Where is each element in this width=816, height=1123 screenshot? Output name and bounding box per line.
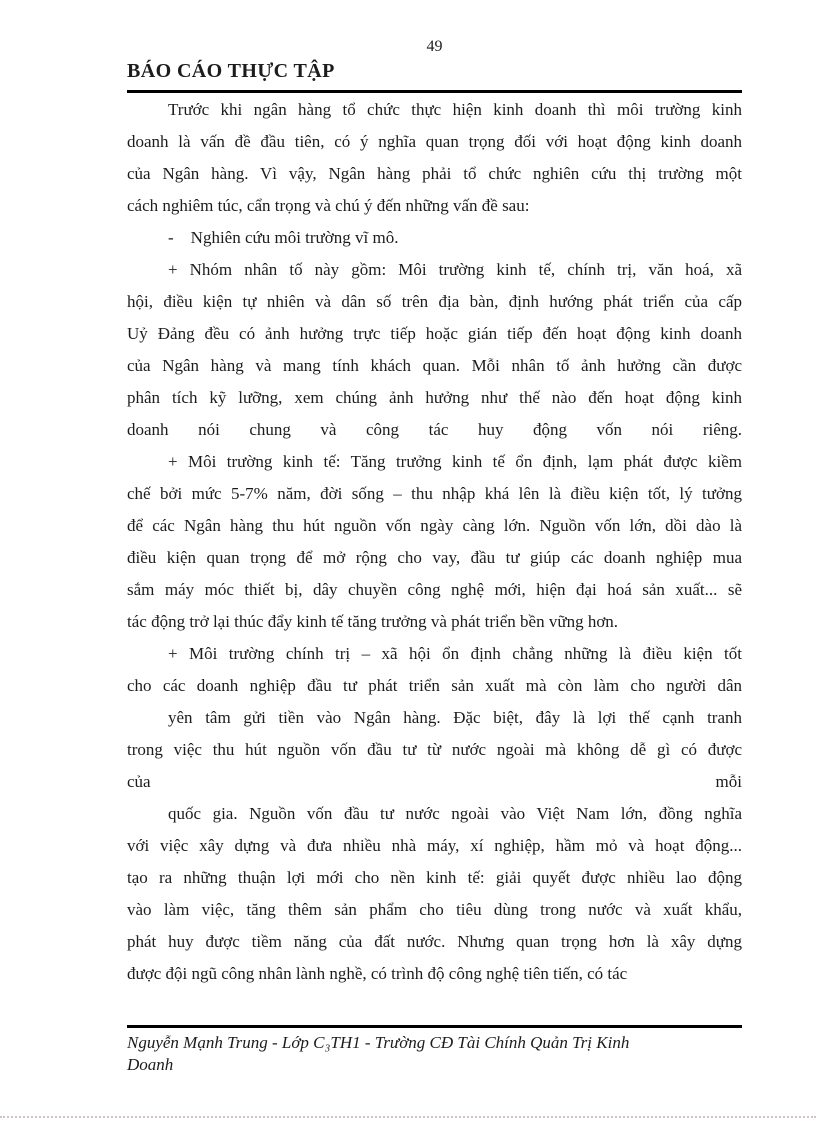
running-header-title: BÁO CÁO THỰC TẬP: [127, 60, 335, 82]
text-line: tạo ra những thuận lợi mới cho nền kinh tế: giải quyết được nhiều lao động: [127, 868, 742, 887]
text-line: vào làm việc, tăng thêm sản phẩm cho tiêu dùng trong nước và xuất khẩu,: [127, 900, 742, 919]
text-line: - Nghiên cứu môi trường vĩ mô.: [168, 228, 399, 247]
text-line: + Nhóm nhân tố này gồm: Môi trường kinh tế, chính trị, văn hoá, xã: [168, 260, 742, 279]
text-line: phát huy được tiềm năng của đất nước. Nhưng quan trọng hơn là xây dựng: [127, 932, 742, 951]
text-line: + Môi trường chính trị – xã hội ổn định chẳng những là điều kiện tốt: [168, 644, 742, 663]
text-line: của Ngân hàng và mang tính khách quan. Mỗi nhân tố ảnh hưởng cần được: [127, 356, 742, 375]
header-rule: [127, 90, 742, 93]
text-line: Trước khi ngân hàng tổ chức thực hiện kinh doanh thì môi trường kinh: [168, 100, 742, 119]
text-line: tác động trở lại thúc đẩy kinh tế tăng trưởng và phát triển bền vững hơn.: [127, 612, 619, 631]
text-line: sắm máy móc thiết bị, dây chuyền công nghệ mới, hiện đại hoá sản xuất... sẽ: [127, 580, 742, 599]
text-line: cho các doanh nghiệp đầu tư phát triển sản xuất mà còn làm cho người dân: [127, 676, 742, 695]
text-line: yên tâm gửi tiền vào Ngân hàng. Đặc biệt, đây là lợi thế cạnh tranh: [168, 708, 742, 727]
text-line: trong việc thu hút nguồn vốn đầu tư từ nước ngoài mà không dễ gì có được: [127, 740, 742, 759]
text-line: của Ngân hàng. Vì vậy, Ngân hàng phải tổ chức nghiên cứu thị trường một: [127, 164, 742, 183]
text-line: của mỗi: [127, 772, 742, 791]
text-line: với việc xây dựng và đưa nhiều nhà máy, xí nghiệp, hầm mỏ và hoạt động...: [127, 836, 742, 855]
footer: [127, 1032, 742, 1076]
text-line: doanh nói chung và công tác huy động vốn nói riêng.: [127, 420, 742, 439]
text-line: quốc gia. Nguồn vốn đầu tư nước ngoài vào Việt Nam lớn, đồng nghĩa: [168, 804, 742, 823]
text-line: phân tích kỹ lưỡng, xem chúng ảnh hưởng như thế nào đến hoạt động kinh: [127, 388, 742, 407]
text-line: Uỷ Đảng đều có ảnh hưởng trực tiếp hoặc gián tiếp đến hoạt động kinh doanh: [127, 324, 742, 343]
text-line: chế bởi mức 5-7% năm, đời sống – thu nhập khá lên là điều kiện tốt, lý tưởng: [127, 484, 742, 503]
footer-author-line-2: Doanh: [127, 1055, 174, 1074]
text-line: hội, điều kiện tự nhiên và dân số trên địa bàn, định hướng phát triển của cấp: [127, 292, 742, 311]
page-bottom-dotted-rule: [0, 1116, 816, 1118]
text-line: điều kiện quan trọng để mở rộng cho vay, đầu tư giúp các doanh nghiệp mua: [127, 548, 742, 567]
footer-author-line: Nguyễn Mạnh Trung - Lớp C₃TH1 - Trường CĐ Tài Chính Quản Trị Kinh: [127, 1033, 630, 1052]
text-line: cách nghiêm túc, cẩn trọng và chú ý đến những vấn đề sau:: [127, 196, 530, 215]
page-number: 49: [426, 38, 443, 55]
body-lines: [127, 94, 742, 990]
footer-rule: [127, 1025, 742, 1028]
text-line: được đội ngũ công nhân lành nghề, có trình độ công nghệ tiên tiến, có tác: [127, 964, 628, 983]
text-line: doanh là vấn đề đầu tiên, có ý nghĩa quan trọng đối với hoạt động kinh doanh: [127, 132, 742, 151]
text-line: + Môi trường kinh tế: Tăng trưởng kinh tế ổn định, lạm phát được kiềm: [168, 452, 742, 471]
text-line: để các Ngân hàng thu hút nguồn vốn ngày càng lớn. Nguồn vốn lớn, dồi dào là: [127, 516, 742, 535]
